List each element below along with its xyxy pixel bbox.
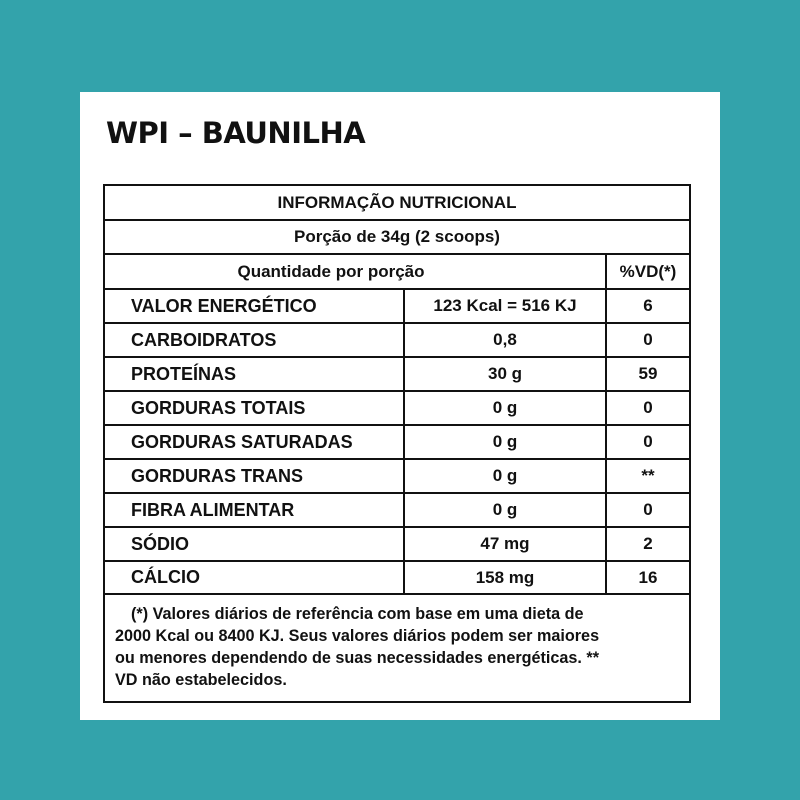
nutrient-name: FIBRA ALIMENTAR (105, 494, 405, 526)
nutrient-vd: 59 (638, 364, 658, 383)
table-row (105, 562, 689, 595)
nutrient-vd: 0 (643, 398, 653, 417)
nutrient-amount: 0 g (405, 392, 607, 424)
vd-header: %VD(*) (619, 261, 677, 281)
table-header: INFORMAÇÃO NUTRICIONAL (277, 192, 517, 212)
nutrient-amount: 0 g (405, 426, 607, 458)
nutrient-vd: 0 (643, 432, 653, 451)
nutrient-amount: 0,8 (405, 324, 607, 356)
footnote-line: (*) Valores diários de referência com base em uma dieta de (131, 605, 584, 623)
nutrient-name: GORDURAS SATURADAS (105, 426, 405, 458)
nutrient-amount: 47 mg (405, 528, 607, 560)
nutrient-amount: 0 g (405, 460, 607, 492)
nutrient-vd: ** (641, 466, 655, 485)
nutrient-amount: 0 g (405, 494, 607, 526)
nutrient-name: SÓDIO (105, 528, 405, 560)
footnote-line: 2000 Kcal ou 8400 KJ. Seus valores diários podem ser maiores (115, 627, 600, 645)
nutrient-name: VALOR ENERGÉTICO (105, 290, 405, 322)
serving-size: Porção de 34g (2 scoops) (294, 227, 500, 246)
nutrient-vd: 16 (638, 567, 658, 587)
nutrient-vd: 0 (643, 500, 653, 519)
table-row (105, 426, 689, 460)
footnote (105, 595, 689, 701)
nutrition-card (80, 92, 720, 720)
nutrition-table (103, 184, 691, 703)
product-title: WPI – BAUNILHA (106, 116, 366, 150)
nutrient-amount: 123 Kcal = 516 KJ (405, 290, 607, 322)
nutrient-amount: 30 g (405, 358, 607, 390)
table-row (105, 528, 689, 562)
table-row (105, 324, 689, 358)
table-row (105, 358, 689, 392)
nutrient-name: GORDURAS TRANS (105, 460, 405, 492)
footnote-line: ou menores dependendo de suas necessidades energéticas. ** (115, 649, 600, 667)
nutrient-vd: 2 (643, 534, 653, 553)
nutrient-vd: 0 (643, 330, 653, 349)
nutrient-name: PROTEÍNAS (105, 358, 405, 390)
table-header-row (105, 186, 689, 221)
column-header-row (105, 255, 689, 290)
nutrient-name: GORDURAS TOTAIS (105, 392, 405, 424)
nutrient-vd: 6 (643, 296, 653, 315)
nutrient-amount: 158 mg (405, 562, 607, 593)
serving-row (105, 221, 689, 255)
table-row (105, 460, 689, 494)
footnote-line: VD não estabelecidos. (115, 671, 287, 689)
table-row (105, 392, 689, 426)
table-row (105, 494, 689, 528)
nutrient-name: CARBOIDRATOS (105, 324, 405, 356)
nutrient-name: CÁLCIO (105, 562, 405, 593)
table-row (105, 290, 689, 324)
quantity-header: Quantidade por porção (105, 255, 607, 288)
